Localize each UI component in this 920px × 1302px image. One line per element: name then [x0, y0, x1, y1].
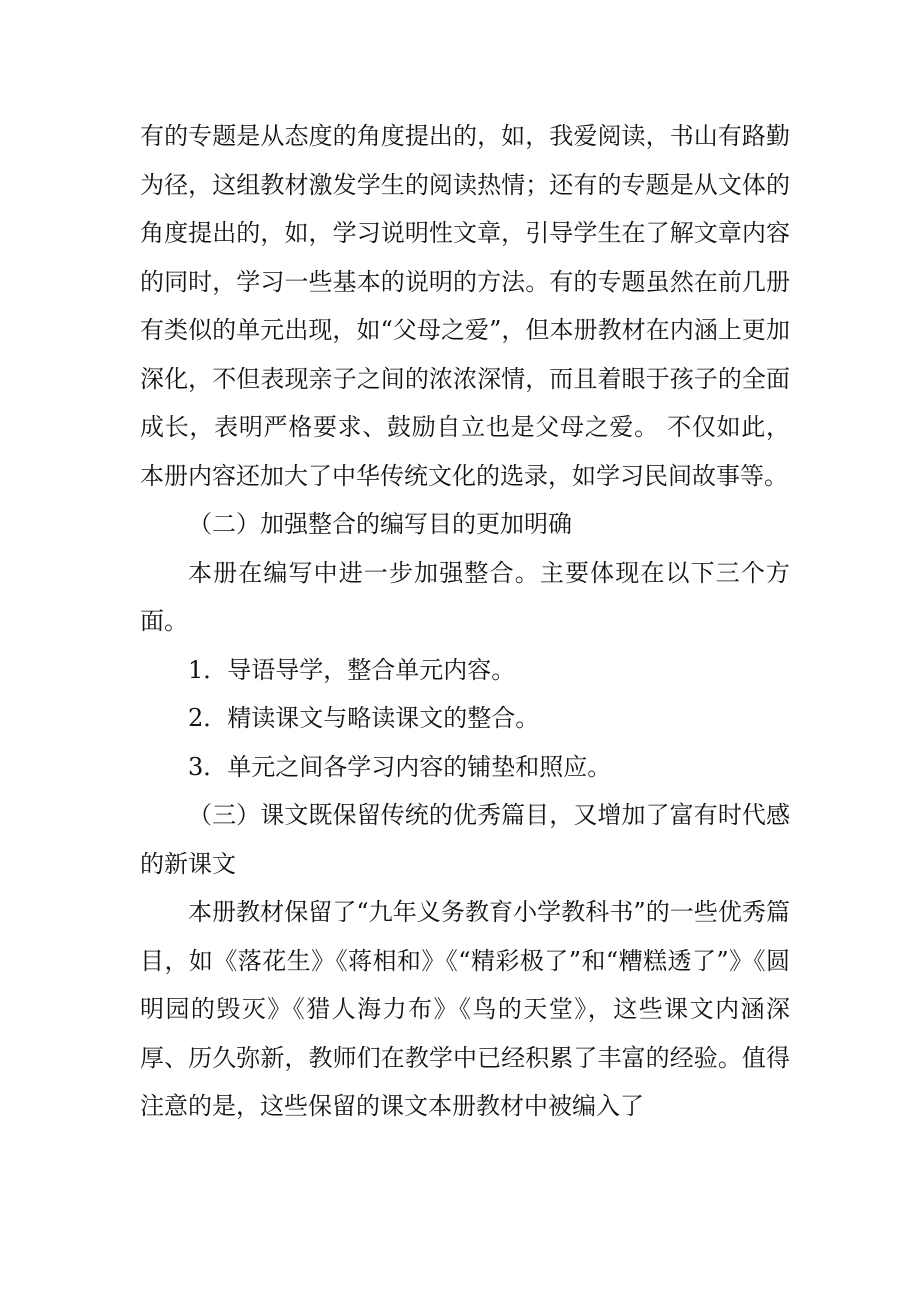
body-paragraph: 有的专题是从态度的角度提出的，如，我爱阅读，书山有路勤为径，这组教材激发学生的阅读热情；还有的专题是从文体的角度提出的，如，学习说明性文章，引导学生在了解文章内容的同时，学习一些基本的说明的方法。有的专题虽然在前几册有类似的单元出现，如“父母之爱”，但本册教材在内涵上更加深化，不但表现亲子之间的浓浓深情，而且着眼于孩子的全面成长，表明严格要求、鼓励自立也是父母之爱。 不仅如此，本册内容还加大了中华传统文化的选录，如学习民间故事等。	[140, 122, 790, 490]
section-heading: （二）加强整合的编写目的更加明确	[188, 510, 572, 538]
document-body	[140, 112, 790, 1131]
section-heading: （三）课文既保留传统的优秀篇目，又增加了富有时代感的新课文	[140, 801, 790, 878]
body-paragraph: 本册在编写中进一步加强整合。主要体现在以下三个方面。	[140, 558, 790, 635]
list-item: 1．导语导学，整合单元内容。	[188, 655, 516, 684]
list-item: 2．精读课文与略读课文的整合。	[188, 704, 540, 732]
list-item: 3．单元之间各学习内容的铺垫和照应。	[188, 752, 612, 781]
body-paragraph: 本册教材保留了“九年义务教育小学教科书”的一些优秀篇目，如《落花生》《蒋相和》《“精彩极了”和“糟糕透了”》《圆明园的毁灭》《猎人海力布》《鸟的天堂》，这些课文内涵深厚、历久弥新，教师们在教学中已经积累了丰富的经验。值得注意的是，这些保留的课文本册教材中被编入了	[140, 898, 790, 1120]
